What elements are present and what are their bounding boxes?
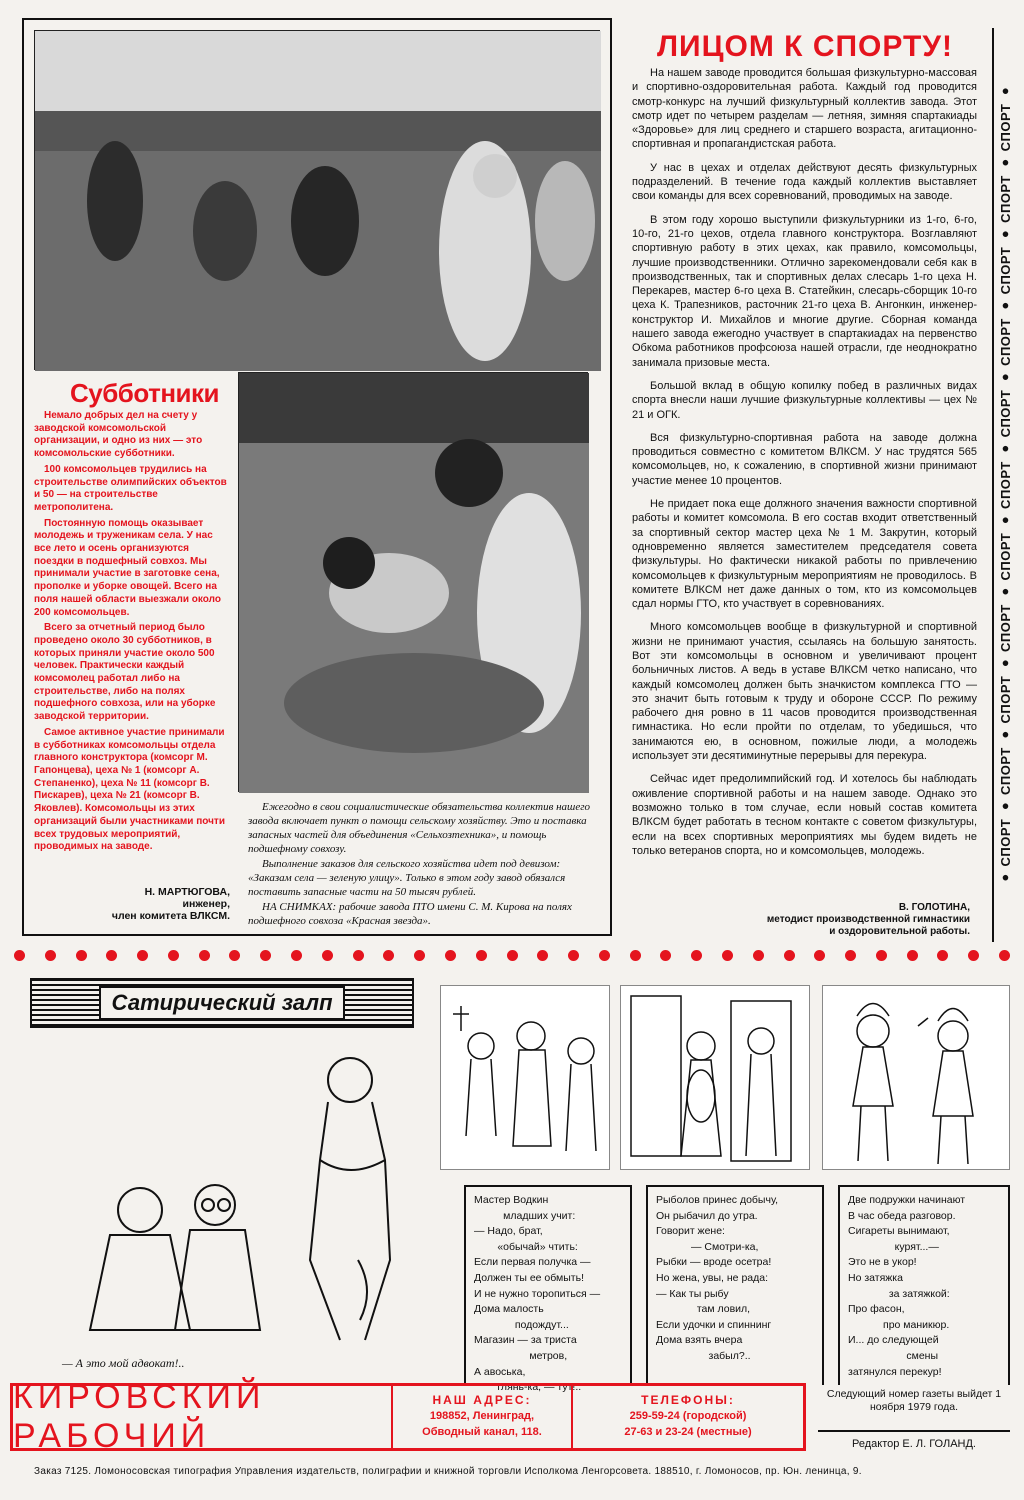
divider-dot [691,950,702,961]
caption-paragraph: Ежегодно в свои социалистические обязательства коллектив нашего завода включает пункт о помощи сельскому хозяйству. Это и поставка запасных частей для объединения «Сельхозтехника», и помощь подшефному совхозу. [248,801,591,855]
divider-dot [199,950,210,961]
verse-line: — Смотри-ка, [656,1240,759,1253]
author-title: член комитета ВЛКСМ. [111,910,230,922]
verse-line: Должен ты ее обмыть! [474,1271,584,1284]
sport-paragraph: Не придает пока еще должного значения важности спортивной работы и комитет комсомола. В его состав входит ответственный за спортивный сектор мастер цеха № 1 М. Закрутин, который одновременно является заместителем председателя совета физкультуры. Но фактически никакой работы по привлечению комсомольцев к физкультурным мероприятиям не проводилось. В комитете ВЛКСМ нет даже данных о том, кто из комсомольцев сдал нормы ГТО, кто участвует в соревнованиях. [632,498,977,611]
caption-paragraph: Выполнение заказов для сельского хозяйства идет под девизом: «Заказам села — зеленую улицу». Только в этом году завод обязался поставить запасные части на 50 тысяч рублей. [248,858,566,898]
divider-dot [907,950,918,961]
phone-line: 27-63 и 23-24 (местные) [624,1426,752,1438]
subbotniki-paragraph: Всего за отчетный период было проведено около 30 субботников, в которых приняли участие около 500 человек. Практически каждый комсомолец работал либо на строительстве, либо на полях подшефного совхоза, или на уборке заводской территории. [34,622,216,723]
editor-credit: Редактор Е. Л. ГОЛАНД. [818,1430,1010,1450]
address-line: 198852, Ленинград, [429,1410,535,1422]
verse-fisherman [646,1185,824,1385]
divider-dot [229,950,240,961]
phone-line: 259-59-24 (городской) [629,1410,747,1422]
divider-dot [260,950,271,961]
divider-dot [106,950,117,961]
verse-line: забыл?.. [656,1349,751,1362]
cartoon-drawing [823,986,1011,1171]
verse-line: Дома взять вчера [656,1334,743,1347]
divider-dot [414,950,425,961]
verse-line: — Как ты рыбу [656,1287,729,1300]
red-dot-divider [14,948,1010,962]
verse-line: смены [848,1349,938,1362]
verse-line: Но жена, увы, не рада: [656,1271,769,1284]
subbotniki-paragraph: Немало добрых дел на счету у заводской комсомольской организации, и одно из них — это комсомольские субботники. [34,410,203,460]
address-line: Обводный канал, 118. [422,1426,542,1438]
subbotniki-paragraph: Самое активное участие принимали в субботниках комсомольцы отдела главного конструктора (комсорг М. Гапонцева), цеха № 1 (комсорг А. Степаненко), цеха № 11 (комсорг В. Пискарев), цеха № 21 (комсорг В. Яковлев). Комсомольцы из этих организаций были участниками почти всех трудовых мероприятий, проводимых на заводе. [34,726,225,853]
lawyer-cartoon [40,1040,410,1345]
sport-paragraph: Большой вклад в общую копилку побед в различных видах спорта внесли наши лучшие физкультурные коллективы — цех № 21 и ОГК. [632,379,977,421]
cartoon-drawing [40,1040,410,1345]
address-block [393,1386,573,1448]
verse-line: там ловил, [656,1303,751,1316]
divider-dot [660,950,671,961]
verse-line: про маникюр. [848,1318,950,1331]
divider-dot [968,950,979,961]
divider-dot [322,950,333,961]
author-title: методист производственной гимнастики [766,914,970,925]
verse-line: Но затяжка [848,1271,903,1284]
verse-line: Он рыбачил до утра. [656,1209,758,1222]
divider-dot [599,950,610,961]
newspaper-name: КИРОВСКИЙ РАБОЧИЙ [13,1386,393,1448]
verse-line: Про фасон, [848,1303,905,1316]
divider-dot [45,950,56,961]
sport-paragraph: Сейчас идет предолимпийский год. И хотелось бы наблюдать оживление спортивной работы и на нашем заводе. Однако это возможно только в том случае, если новый состав комитета ВЛКСМ будет работать в тесном контакте с советом физкультуры, если на всех спортивных мероприятиях мы будем видеть не только ветеранов спорта, но и комсомольцев, молодежь. [632,773,977,857]
verse-line: Две подружки начинают [848,1194,966,1206]
verse-line: младших учит: [474,1209,576,1222]
verse-line: Говорит жене: [656,1225,725,1238]
subbotniki-paragraph: Постоянную помощь оказывает молодежь и труженикам села. У нас все лето и осень организуются поездки в подшефный совхоз. Мы принимали участие в заготовке сена, прополке и уборке овощей. Всего на поля нашей области выезжали около 200 комсомольцев. [34,517,221,618]
subbotniki-article-body [34,410,230,890]
divider-dot [383,950,394,961]
phones-block [573,1386,803,1448]
subbotniki-paragraph: 100 комсомольцев трудились на строительстве олимпийских объектов и 50 — на строительстве метрополитена. [34,463,227,513]
author-title: и оздоровительной работы. [829,926,970,937]
field-workers-photo [34,30,600,370]
divider-dot [876,950,887,961]
verse-drinking [464,1185,632,1394]
verse-line: Рыболов принес добычу, [656,1194,779,1206]
divider-dot [507,950,518,961]
sport-paragraph: Много комсомольцев вообще в физкультурной и спортивной жизни не принимают участия, ссылаясь на большую занятость. Вот эти комсомольцы в основном и увеличивают процент больничных листов. А ведь в уставе ВЛКСМ четко написано, что каждый комсомолец должен быть значкистом комплекса ГТО — это значит быть готовым к труду и обороне СССР. По режиму рабочего дня ровно в 11 часов проводится производственная гимнастика. Но если пройти по отделам, то убедишься, что занимаются ею, в основном, пожилые люди, а молодежь использует эти десятиминутные перерывы для перекура. [632,621,977,763]
cartoon-drawing [441,986,611,1171]
sport-strip-text: ● СПОРТ ● СПОРТ ● СПОРТ ● СПОРТ ● СПОРТ ● СПОРТ ● СПОРТ ● СПОРТ ● СПОРТ ● СПОРТ ● СПОРТ ● [997,83,1013,887]
verse-line: Это не в укор! [848,1256,917,1269]
verse-line: Если удочки и спиннинг [656,1318,772,1331]
author-name: Н. МАРТЮГОВА, [144,886,230,898]
photo-illustration [239,373,589,793]
photo-caption [248,800,594,929]
phones-heading: ТЕЛЕФОНЫ: [641,1393,735,1407]
sport-headline: ЛИЦОМ К СПОРТУ! [657,30,953,63]
verse-line: В час обеда разговор. [848,1209,956,1222]
sport-article-body [632,66,977,908]
divider-dot [999,950,1010,961]
verse-line: курят...— [848,1240,939,1253]
drinking-cartoon [440,985,610,1170]
fisherman-cartoon [620,985,810,1170]
divider-dot [753,950,764,961]
printing-imprint: Заказ 7125. Ломоносовская типография Управления издательств, полиграфии и книжной торговли Исполкома Ленгорсовета. 188510, г. Ломоносов, пр. Юн. ленинца, 9. [34,1466,862,1477]
verse-smoking [838,1185,1010,1385]
lawyer-cartoon-caption: — А это мой адвокат!.. [62,1356,185,1370]
photo-illustration [35,31,601,371]
smoking-girls-cartoon [822,985,1010,1170]
verse-line: метров, [474,1349,568,1362]
divider-dot [784,950,795,961]
verse-line: глянь-ка, — тут!.. [474,1381,582,1394]
author-title: инженер, [182,898,230,910]
verse-line: — Надо, брат, [474,1225,543,1238]
divider-dot [814,950,825,961]
divider-dot [445,950,456,961]
cartoon-drawing [621,986,811,1171]
subbotniki-headline: Субботники [70,378,220,408]
verse-line: Рыбки — вроде осетра! [656,1256,772,1269]
verse-line: Сигареты вынимают, [848,1225,950,1238]
divider-dot [291,950,302,961]
divider-dot [353,950,364,961]
sport-paragraph: У нас в цехах и отделах действуют десять физкультурных подразделений. В течение года каждый коллектив выставляет свои команды для всех соревнований, проводимых на заводе. [632,161,977,203]
verse-line: Магазин — за триста [474,1334,577,1347]
sport-paragraph: В этом году хорошо выступили физкультурники из 1-го, 6-го, 10-го, 21-го цехов, отдела главного конструктора. Возглавляют спортивную работу в этих цехах, как правило, комсомольцы, лучшие производственники. Отлично зарекомендовали себя как в производственных, так и спортивных делах слесарь 1-го цеха Н. Перекарев, мастер 6-го цеха В. Статейкин, слесарь-сборщик 10-го цеха К. Трапезников, расточник 21-го цеха В. Ангонкин, инженер-конструктор И. Михайлов и многие другие. Сборная команда нашего завода ежегодно участвует в спартакиадах на первенство Обкома работников профсоюза нашей отрасли, где неоднократно занимала призовые места. [632,213,977,369]
divider-dot [630,950,641,961]
verse-line: Дома малость [474,1303,544,1316]
verse-line: А авоська, [474,1365,526,1378]
divider-dot [476,950,487,961]
verse-line: «обычай» чтить: [474,1240,578,1253]
verse-line: И не нужно торопиться — [474,1287,601,1300]
divider-dot [168,950,179,961]
address-heading: НАШ АДРЕС: [432,1393,532,1407]
sport-signature [700,902,970,938]
satire-banner-title: Сатирический залп [99,986,344,1020]
divider-dot [14,950,25,961]
verse-line: И... до следующей [848,1334,939,1347]
divider-dot [937,950,948,961]
verse-line: затянулся перекур! [848,1365,942,1378]
caption-paragraph: НА СНИМКАХ: рабочие завода ПТО имени С. М. Кирова на полях подшефного совхоза «Красная звезда». [248,901,572,927]
divider-dot [845,950,856,961]
divider-dot [722,950,733,961]
divider-dot [137,950,148,961]
sport-paragraph: На нашем заводе проводится большая физкультурно-массовая и спортивно-оздоровительная работа. Каждый год проводится смотр-конкурс на лучший физкультурный коллектив завода. Этот смотр идет по четырем разделам — летняя, зимняя спартакиады «Здоровье» для лиц среднего и старшего возраста, агитационно-спортивная и пропагандистская работа. [632,67,977,151]
sport-side-strip [992,28,1016,942]
masthead-box [10,1378,806,1455]
divider-dot [76,950,87,961]
author-name: В. ГОЛОТИНА, [898,902,970,913]
divider-dot [568,950,579,961]
field-workers-closeup-photo [238,372,588,792]
satire-banner [30,978,414,1028]
verse-line: за затяжкой: [848,1287,950,1300]
sport-paragraph: Вся физкультурно-спортивная работа на заводе должна проводиться совместно с комитетом ВЛКСМ. У нас трудятся 565 комсомольцев, но, к сожалению, в спортивной жизни принимают участие менее 10 процентов. [632,431,977,487]
verse-line: Если первая получка — [474,1256,591,1269]
next-issue-note: Следующий номер газеты выйдет 1 ноября 1979 года. [826,1388,1002,1413]
divider-dot [537,950,548,961]
verse-line: Мастер Водкин [474,1194,549,1206]
verse-line: подождут... [474,1318,569,1331]
subbotniki-signature [34,886,230,922]
